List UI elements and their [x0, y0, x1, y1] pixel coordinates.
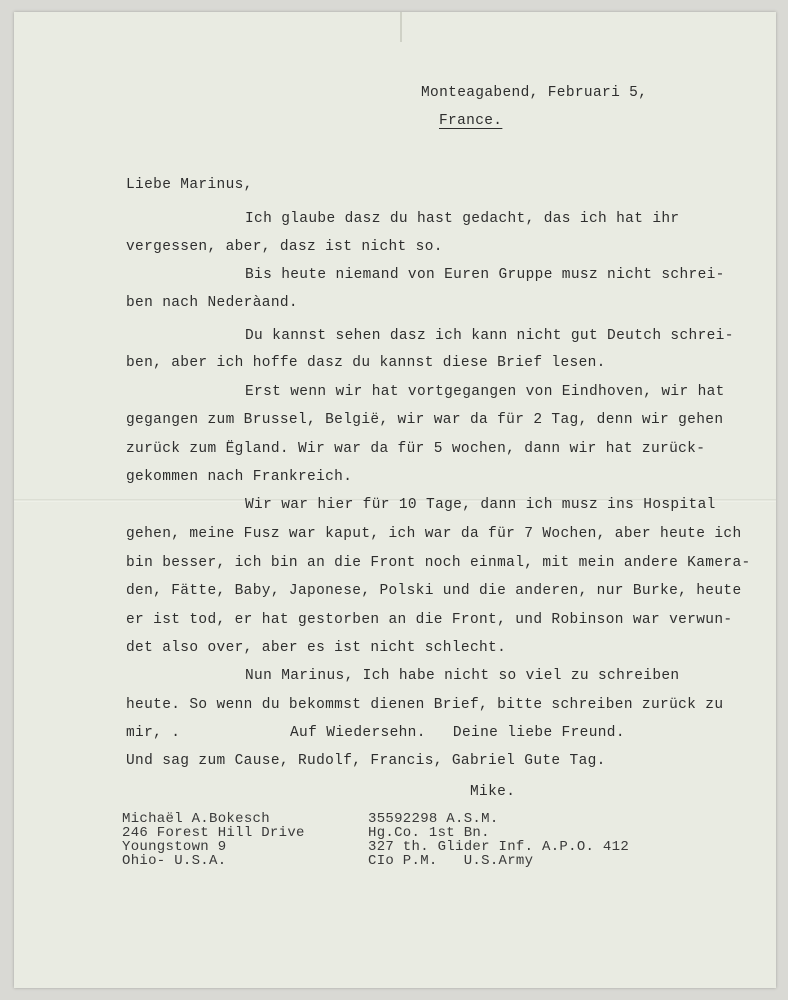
- signature: Mike.: [470, 784, 516, 800]
- body-line: den, Fätte, Baby, Japonese, Polski und die anderen, nur Burke, heute: [126, 583, 742, 599]
- body-line: er ist tod, er hat gestorben an die Front, und Robinson war verwun-: [126, 612, 733, 628]
- military-address-line: 327 th. Glider Inf. A.P.O. 412: [368, 839, 630, 855]
- place-date: Monteagabend, Februari 5,: [421, 85, 648, 101]
- greetings-line: Und sag zum Cause, Rudolf, Francis, Gabriel Gute Tag.: [126, 753, 606, 769]
- paper-fold-vertical: [400, 12, 402, 42]
- military-address-line: Hg.Co. 1st Bn.: [368, 825, 490, 841]
- body-line: vergessen, aber, dasz ist nicht so.: [126, 239, 443, 255]
- body-line: ben nach Nederàand.: [126, 295, 298, 311]
- body-line: bin besser, ich bin an die Front noch einmal, mit mein andere Kamera-: [126, 555, 751, 571]
- body-line: ben, aber ich hoffe dasz du kannst diese Brief lesen.: [126, 355, 606, 371]
- military-address-line: CIo P.M. U.S.Army: [368, 853, 534, 869]
- salutation: Liebe Marinus,: [126, 177, 253, 193]
- body-line: Du kannst sehen dasz ich kann nicht gut Deutch schrei-: [245, 328, 734, 344]
- body-line: gekommen nach Frankreich.: [126, 469, 353, 485]
- home-address-line: Ohio- U.S.A.: [122, 853, 227, 869]
- military-address-line: 35592298 A.S.M.: [368, 811, 499, 827]
- body-line: zurück zum Ëgland. Wir war da für 5 wochen, dann wir hat zurück-: [126, 441, 706, 457]
- body-line: Erst wenn wir hat vortgegangen von Eindhoven, wir hat: [245, 384, 725, 400]
- body-line: heute. So wenn du bekommst dienen Brief, bitte schreiben zurück zu: [126, 697, 724, 713]
- body-line: gehen, meine Fusz war kaput, ich war da für 7 Wochen, aber heute ich: [126, 526, 742, 542]
- body-line: Nun Marinus, Ich habe nicht so viel zu schreiben: [245, 668, 680, 684]
- closing-line-end: Auf Wiedersehn. Deine liebe Freund.: [290, 725, 625, 741]
- body-line: det also over, aber es ist nicht schlecht.: [126, 640, 507, 656]
- home-address-line: Youngstown 9: [122, 839, 227, 855]
- body-line: gegangen zum Brussel, België, wir war da für 2 Tag, denn wir gehen: [126, 412, 724, 428]
- country-heading: France.: [439, 113, 503, 129]
- closing-line-start: mir, .: [126, 725, 181, 741]
- home-address-line: 246 Forest Hill Drive: [122, 825, 305, 841]
- body-line: Ich glaube dasz du hast gedacht, das ich hat ihr: [245, 211, 680, 227]
- home-address-line: Michaël A.Bokesch: [122, 811, 270, 827]
- body-line: Wir war hier für 10 Tage, dann ich musz ins Hospital: [245, 497, 716, 513]
- body-line: Bis heute niemand von Euren Gruppe musz nicht schrei-: [245, 267, 725, 283]
